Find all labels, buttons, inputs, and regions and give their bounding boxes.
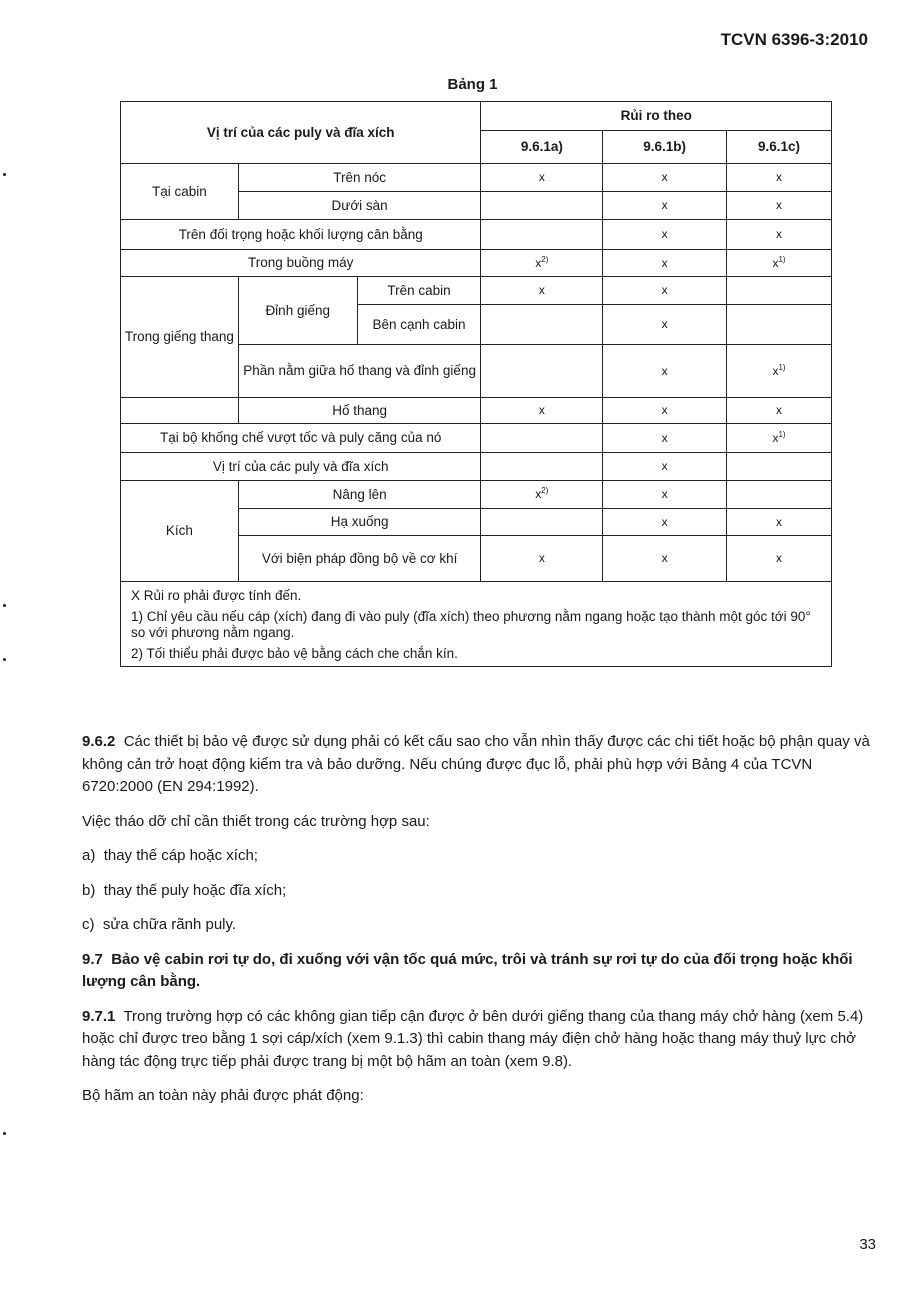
table-row (121, 398, 832, 424)
cell-c: x (727, 536, 832, 582)
cell-a: x (481, 536, 603, 582)
row-label: Nâng lên (238, 481, 481, 509)
header-col-c: 9.6.1c) (727, 131, 832, 164)
list-marker: a) (82, 847, 96, 864)
cell-a (481, 453, 603, 481)
cell-c: x (727, 398, 832, 424)
heading-9-7 (82, 949, 877, 994)
row-label: Tại bộ khống chế vượt tốc và puly căng của nó (121, 424, 481, 453)
cell-a (481, 220, 603, 250)
header-risk: Rủi ro theo (481, 102, 832, 131)
cell-b: x (603, 481, 727, 509)
cell-c: x (727, 220, 832, 250)
scan-mark (3, 1132, 6, 1135)
table-row (121, 453, 832, 481)
cell-b: x (603, 424, 727, 453)
list-item (82, 914, 877, 937)
header-position: Vị trí của các puly và đĩa xích (121, 102, 481, 164)
page-number: 33 (859, 1236, 876, 1253)
cell-c (727, 277, 832, 305)
cell-b: x (603, 453, 727, 481)
cell-b: x (603, 192, 727, 220)
footnote-ref: 1) (778, 254, 786, 264)
list-marker: b) (82, 881, 96, 899)
cell-a (481, 250, 603, 277)
section-number: 9.7.1 (82, 1007, 116, 1025)
mark: x (772, 255, 779, 270)
risk-table (120, 101, 832, 667)
footnote-ref: 1) (778, 429, 786, 439)
cell-b: x (603, 536, 727, 582)
row-label: Trên nóc (238, 164, 481, 192)
mark: x (535, 255, 542, 270)
table-notes (121, 582, 832, 667)
cell-a (481, 345, 603, 398)
cell-a: x (481, 164, 603, 192)
footnote-ref: 2) (541, 254, 549, 264)
table-notes-row (121, 582, 832, 667)
paragraph-9-7-1 (82, 1006, 877, 1074)
note-2: 2) Tối thiểu phải được bảo vệ bằng cách che chắn kín. (131, 645, 458, 661)
cell-b: x (603, 277, 727, 305)
scan-mark (3, 658, 6, 661)
heading-text: Bảo vệ cabin rơi tự do, đi xuống với vận tốc quá mức, trôi và tránh sự rơi tự do của đối trọng hoặc khối lượng cân bằng. (82, 950, 853, 990)
cell-a (481, 481, 603, 509)
table-row (121, 164, 832, 192)
group-shaft: Trong giếng thang (121, 277, 239, 398)
group-jack: Kích (121, 481, 239, 582)
cell-c (727, 305, 832, 345)
list-text: thay thế puly hoặc đĩa xích; (103, 881, 287, 899)
cell-b: x (603, 164, 727, 192)
paragraph-text: Trong trường hợp có các không gian tiếp cận được ở bên dưới giếng thang của thang máy chở hàng (xem 5.4) hoặc chỉ được treo bằng 1 sợi cáp/xích (xem 9.1.3) thì cabin thang máy điện chở hàng hoặc thang máy thuỷ lực chở hàng tác động trực tiếp phải được trang bị một bộ hãm an toàn (xem 9.8). (82, 1007, 864, 1070)
group-cabin: Tại cabin (121, 164, 239, 220)
cell-b: x (603, 250, 727, 277)
cell-a (481, 424, 603, 453)
list-text: thay thế cáp hoặc xích; (103, 847, 258, 864)
cell-b: x (603, 305, 727, 345)
scan-mark (3, 173, 6, 176)
note-x: X Rủi ro phải được tính đến. (131, 588, 302, 603)
section-number: 9.7 (82, 950, 103, 968)
list-text: sửa chữa rãnh puly. (102, 916, 237, 933)
header-col-a: 9.6.1a) (481, 131, 603, 164)
cell-c: x (727, 164, 832, 192)
cell-c (727, 481, 832, 509)
row-label: Hạ xuống (238, 509, 481, 536)
cell-b: x (603, 220, 727, 250)
cell-c: x (727, 509, 832, 536)
paragraph-text: Các thiết bị bảo vệ được sử dụng phải có kết cấu sao cho vẫn nhìn thấy được các chi tiết hoặc bộ phận quay và không cản trở hoạt động kiểm tra và bảo dưỡng. Nếu chúng được đục lỗ, phải phù hợp với Bảng 4 của TCVN 6720:2000 (EN 294:1992). (82, 733, 870, 795)
cell-a (481, 192, 603, 220)
row-label: Vị trí của các puly và đĩa xích (121, 453, 481, 481)
cell-a: x (481, 277, 603, 305)
note-1: 1) Chỉ yêu cầu nếu cáp (xích) đang đi vào puly (đĩa xích) theo phương nằm ngang hoặc tạo thành một góc tới 90° so với phương nằm ngang. (131, 608, 811, 640)
row-label: Trên đối trọng hoặc khối lượng cân bằng (121, 220, 481, 250)
row-label: Với biện pháp đồng bộ về cơ khí (238, 536, 481, 582)
cell-a: x (481, 398, 603, 424)
mark: x (535, 487, 542, 502)
cell-c (727, 345, 832, 398)
cell-b: x (603, 398, 727, 424)
row-label: Hố thang (238, 398, 481, 424)
table-title: Bảng 1 (447, 76, 498, 93)
cell-c (727, 453, 832, 481)
cell-b: x (603, 509, 727, 536)
table-row (121, 481, 832, 509)
row-label: Dưới sàn (238, 192, 481, 220)
body-text (82, 731, 877, 1120)
list-item (82, 880, 877, 903)
list-marker: c) (82, 916, 95, 933)
list-item (82, 845, 877, 868)
table-row (121, 250, 832, 277)
cell-a (481, 509, 603, 536)
row-label: Bên cạnh cabin (357, 305, 481, 345)
subgroup-shaft-head: Đỉnh giếng (238, 277, 357, 345)
removal-intro: Việc tháo dỡ chỉ cần thiết trong các trường hợp sau: (82, 812, 430, 830)
header-col-b: 9.6.1b) (603, 131, 727, 164)
cell-c (727, 424, 832, 453)
standard-code: TCVN 6396-3:2010 (720, 30, 868, 49)
cell-a (481, 305, 603, 345)
row-label: Trên cabin (357, 277, 481, 305)
mark: x (772, 430, 779, 445)
row-label: Trong buồng máy (121, 250, 481, 277)
section-number: 9.6.2 (82, 733, 116, 750)
cell-c (727, 250, 832, 277)
last-paragraph: Bộ hãm an toàn này phải được phát động: (82, 1087, 364, 1104)
mark: x (772, 363, 779, 378)
cell-c: x (727, 192, 832, 220)
empty-cell (121, 398, 239, 424)
table-row (121, 277, 832, 305)
table-row (121, 424, 832, 453)
footnote-ref: 2) (541, 486, 549, 496)
table-row (121, 220, 832, 250)
paragraph-9-6-2 (82, 731, 877, 799)
cell-b: x (603, 345, 727, 398)
scan-mark (3, 604, 6, 607)
footnote-ref: 1) (778, 362, 786, 372)
row-label: Phần nằm giữa hố thang và đỉnh giếng (238, 345, 481, 398)
